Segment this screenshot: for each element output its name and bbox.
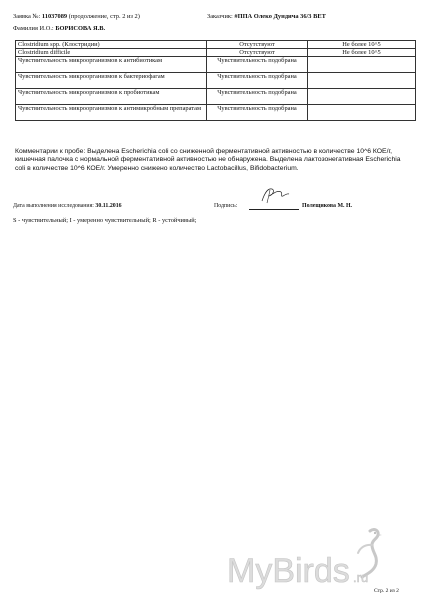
patient-name-header	[13, 25, 105, 32]
table-row	[16, 41, 416, 49]
result-cell: Чувствительность подобрана	[207, 105, 308, 121]
norm-cell	[308, 89, 416, 105]
table-row	[16, 105, 416, 121]
signer-name: Полещикова М. Н.	[302, 203, 353, 209]
completion-date	[13, 203, 122, 209]
norm-cell: Не более 10^5	[308, 41, 416, 49]
result-cell: Отсутствуют	[207, 41, 308, 49]
customer-value: #ППА Олеко Дундича 36/3 ВЕТ	[234, 13, 326, 20]
result-cell: Чувствительность подобрана	[207, 57, 308, 73]
watermark-suffix: .ru	[353, 570, 369, 585]
table-row	[16, 49, 416, 57]
norm-cell: Не более 10^5	[308, 49, 416, 57]
results-table	[15, 40, 416, 121]
name-value: БОРИСОВА Я.В.	[55, 25, 106, 32]
test-name-cell: Чувствительность микроорганизмов к пробиотикам	[16, 89, 207, 105]
sensitivity-legend: S - чувствительный; I - умеренно чувствительный; R - устойчивый;	[13, 217, 197, 224]
customer-label: Заказчик:	[207, 13, 233, 20]
handwritten-signature	[256, 184, 292, 206]
customer-header	[207, 13, 326, 20]
test-name-cell: Clostridium difficile	[16, 49, 207, 57]
test-name-cell: Чувствительность микроорганизмов к антибиотикам	[16, 57, 207, 73]
test-name-cell: Чувствительность микроорганизмов к антимикробным препаратам	[16, 105, 207, 121]
date-label: Дата выполнения исследования:	[13, 203, 94, 209]
result-cell: Чувствительность подобрана	[207, 89, 308, 105]
order-label: Заявка №:	[13, 13, 41, 20]
norm-cell	[308, 73, 416, 89]
name-label: Фамилия И.О.:	[13, 25, 54, 32]
sample-comment: Комментарии к пробе: Выделена Escherichia coli со сниженной ферментативной активностью в количестве 10^6 КОЕ/г, кишечная палочка с нормальной ферментативной активностью не обнаружена. Выделена лактозонегативная Escherichia coli в количестве 10^6 КОЕ/г. Умеренно снижено количество Lactobacillus, Bifidobacterium.	[15, 148, 401, 172]
test-name-cell: Clostridium spp. (Клостридии)	[16, 41, 207, 49]
signature-label: Подпись:	[214, 203, 238, 209]
table-row	[16, 73, 416, 89]
norm-cell	[308, 57, 416, 73]
watermark-text: MyBirds	[227, 552, 350, 590]
result-cell: Чувствительность подобрана	[207, 73, 308, 89]
continuation-note: (продолжение, стр. 2 из 2)	[68, 13, 140, 20]
result-cell: Отсутствуют	[207, 49, 308, 57]
order-header	[13, 13, 140, 20]
signature-line	[249, 209, 299, 210]
table-row	[16, 89, 416, 105]
date-value: 30.11.2016	[95, 203, 122, 209]
table-row	[16, 57, 416, 73]
watermark-logo	[225, 548, 375, 592]
norm-cell	[308, 105, 416, 121]
order-number: 11037089	[41, 13, 68, 20]
test-name-cell: Чувствительность микроорганизмов к бактериофагам	[16, 73, 207, 89]
page-number: Стр. 2 из 2	[374, 588, 399, 594]
